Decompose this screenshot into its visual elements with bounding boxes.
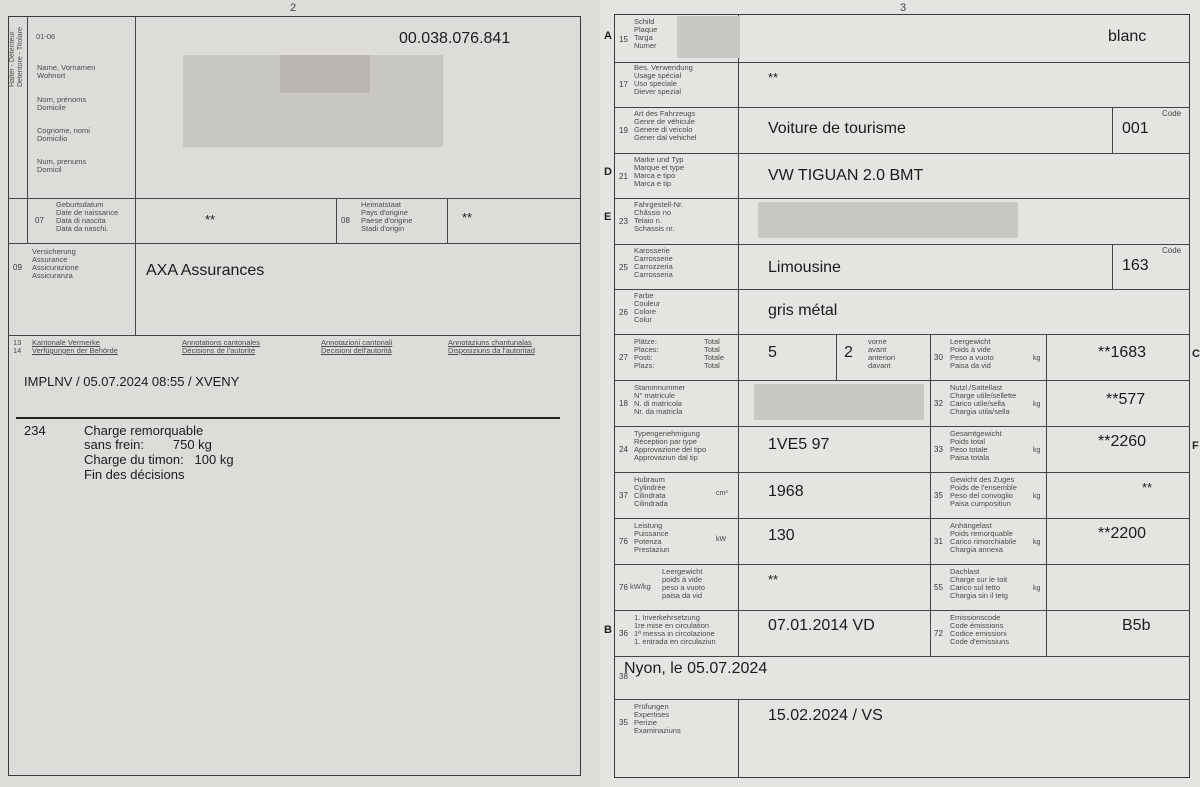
row-30-unit: kg bbox=[1033, 355, 1041, 362]
displacement-value: 1968 bbox=[768, 483, 804, 500]
plate-color: blanc bbox=[1108, 28, 1147, 45]
row-24-number: 24 bbox=[619, 445, 628, 454]
row-38-number: 38 bbox=[619, 672, 628, 681]
row-21-label: Marke und Typ Marque et type Marca e tipo Marca e tip bbox=[634, 155, 685, 188]
code-234: 234 bbox=[24, 423, 46, 438]
train-weight-value: ** bbox=[1142, 480, 1153, 495]
row-76-number: 76 bbox=[619, 537, 628, 546]
decisions-header-it: Annotazioni cantonali Decisioni dell'autorità bbox=[321, 338, 393, 355]
row-23-number: 23 bbox=[619, 217, 628, 226]
birth-number: 07 bbox=[35, 216, 44, 225]
row-18-label: Stammnummer N° matricule N. di matricola Nr. da matricla bbox=[634, 383, 686, 416]
birth-value: ** bbox=[205, 212, 216, 227]
origin-number: 08 bbox=[341, 216, 350, 225]
remark-line-3: Charge du timon: 100 kg bbox=[84, 452, 234, 467]
row-27-number: 27 bbox=[619, 353, 628, 362]
row-35-number: 35 bbox=[934, 491, 943, 500]
row-55-unit: kg bbox=[1033, 585, 1041, 592]
redacted-holder-name-shade bbox=[280, 55, 370, 93]
row-36-number: 36 bbox=[619, 629, 628, 638]
row-32-number: 32 bbox=[934, 399, 943, 408]
holder-label-it: Cognome, nomi Domicilio bbox=[37, 126, 90, 143]
row-25-number: 25 bbox=[619, 263, 628, 272]
row-37-label: Hubraum Cylindrée Cilindrata Cilindrada bbox=[634, 475, 668, 508]
special-use-value: ** bbox=[768, 70, 779, 85]
row-31-unit: kg bbox=[1033, 539, 1041, 546]
row-27-label: Plätze: Places: Posti: Plazs: bbox=[634, 337, 659, 370]
row-19-label: Art des Fahrzeugs Genre de véhicule Genere di veicolo Gener dal vehichel bbox=[634, 109, 697, 142]
payload-value: **577 bbox=[1106, 391, 1146, 408]
row-31-label: Anhängelast Poids remorquable Carico rimorchiabile Chargia annexa bbox=[950, 521, 1017, 554]
body-type-code: 163 bbox=[1122, 257, 1149, 274]
page-number: 2 bbox=[290, 2, 297, 14]
seats-total-value: 5 bbox=[768, 344, 777, 361]
power-value: 130 bbox=[768, 527, 795, 544]
margin-letter-f: F bbox=[1192, 440, 1199, 452]
row-33-unit: kg bbox=[1033, 447, 1041, 454]
row-31-number: 31 bbox=[934, 537, 943, 546]
margin-letter-a: A bbox=[604, 30, 612, 42]
place-date-value: Nyon, le 05.07.2024 bbox=[624, 660, 768, 677]
row-37-number: 37 bbox=[619, 491, 628, 500]
type-approval-value: 1VE5 97 bbox=[768, 436, 830, 453]
row-17-number: 17 bbox=[619, 80, 628, 89]
row-26-label: Farbe Couleur Colore Colur bbox=[634, 291, 661, 324]
registration-number: 00.038.076.841 bbox=[399, 30, 511, 47]
inspection-number: 35 bbox=[619, 718, 628, 727]
row-18-number: 18 bbox=[619, 399, 628, 408]
emission-code-value: B5b bbox=[1122, 617, 1151, 634]
total-weight-value: **2260 bbox=[1098, 433, 1147, 450]
row-72-label: Emissionscode Code émissions Codice emissioni Code d'emissiuns bbox=[950, 613, 1009, 646]
row-15-label: Schild Plaque Targa Numer bbox=[634, 17, 658, 50]
body-type-code-label: Code bbox=[1162, 246, 1182, 255]
row-26-number: 26 bbox=[619, 308, 628, 317]
row-76b-sublabel: Leergewicht poids à vide peso a vuoto paisa da vid bbox=[662, 567, 705, 600]
row-35-label: Gewicht des Zuges Poids de l'ensemble Peso del convoglio Paisa cumpositiun bbox=[950, 475, 1017, 508]
row-30-number: 30 bbox=[934, 353, 943, 362]
row-27-unit: Total Total Totale Total bbox=[704, 337, 725, 370]
row-76-unit: kW bbox=[716, 536, 727, 543]
first-registration-value: 07.01.2014 VD bbox=[768, 617, 875, 634]
seats-front-label: vorne avant anteriori davant bbox=[868, 337, 896, 370]
decisions-numbers: 13 14 bbox=[13, 338, 22, 355]
body-type-value: Limousine bbox=[768, 259, 841, 276]
empty-weight-value: **1683 bbox=[1098, 344, 1147, 361]
row-25-label: Karosserie Carrosserie Carrozzeria Carrosseria bbox=[634, 246, 673, 279]
row-17-label: Bes. Verwendung Usage spécial Uso speciale Diever spezial bbox=[634, 63, 693, 96]
remark-line-2: sans frein: 750 kg bbox=[84, 437, 212, 452]
vehicle-type-code-label: Code bbox=[1162, 109, 1182, 118]
towing-weight-value: **2200 bbox=[1098, 525, 1147, 542]
make-model-value: VW TIGUAN 2.0 BMT bbox=[768, 167, 924, 184]
insurance-label: Versicherung Assurance Assicurazione Assicuranza bbox=[32, 247, 79, 280]
row-23-label: Fahrgestell-Nr. Châssis no Telaio n. Schassis nr. bbox=[634, 200, 684, 233]
row-72-number: 72 bbox=[934, 629, 943, 638]
row-33-number: 33 bbox=[934, 445, 943, 454]
holder-label-de: Name, Vornamen Wohnort bbox=[37, 63, 96, 80]
margin-letter-c: C bbox=[1192, 348, 1200, 360]
remark-line-1: Charge remorquable bbox=[84, 423, 204, 438]
row-21-number: 21 bbox=[619, 172, 628, 181]
holder-label-fr: Nom, prénoms Domicile bbox=[37, 95, 87, 112]
right-page bbox=[600, 0, 1200, 787]
birth-label: Geburtsdatum Date de naissance Data di nascita Data da naschi. bbox=[56, 200, 119, 233]
row-76-label: Leistung Puissance Potenza Prestaziun bbox=[634, 521, 670, 554]
seats-front-value: 2 bbox=[844, 344, 853, 361]
color-value: gris métal bbox=[768, 302, 838, 319]
row-35-unit: kg bbox=[1033, 493, 1041, 500]
row-24-label: Typengenehmigung Réception par type Approvazione del tipo Approvaziun dal tip bbox=[634, 429, 707, 462]
row-15-number: 15 bbox=[619, 35, 628, 44]
row-19-number: 19 bbox=[619, 126, 628, 135]
inspection-value: 15.02.2024 / VS bbox=[768, 707, 883, 724]
row-76b-number: 76 bbox=[619, 583, 628, 592]
decisions-header-rm: Annotaziuns chantunalas Disposiziuns da l'autoritad bbox=[448, 338, 535, 355]
row-55-number: 55 bbox=[934, 583, 943, 592]
margin-letter-d: D bbox=[604, 166, 612, 178]
entry-line: IMPLNV / 05.07.2024 08:55 / XVENY bbox=[24, 374, 240, 389]
insurance-value: AXA Assurances bbox=[146, 262, 265, 279]
margin-letter-e: E bbox=[604, 211, 612, 223]
row-55-label: Dachlast Charge sur le toit Carico sul tetto Chargia sin il tetg bbox=[950, 567, 1008, 600]
left-page bbox=[0, 0, 595, 787]
row-33-label: Gesamtgewicht Poids total Peso totale Paisa totala bbox=[950, 429, 1002, 462]
row-32-label: Nutzl./Sattellast Charge utile/sellette Carico utile/sella Chargia utila/sella bbox=[950, 383, 1017, 416]
page-number: 3 bbox=[900, 2, 907, 14]
redacted-chassis-number bbox=[758, 202, 1018, 238]
holder-label-range: 01-06 bbox=[36, 32, 56, 41]
origin-value: ** bbox=[462, 210, 473, 225]
margin-letter-b: B bbox=[604, 624, 612, 636]
inspection-label: Prüfungen Expertises Perizie Examinaziuns bbox=[634, 702, 681, 735]
holder-side-label: Halter - Détenteur Detentore - Titolare bbox=[9, 27, 24, 87]
vehicle-type-value: Voiture de tourisme bbox=[768, 120, 906, 137]
row-30-label: Leergewicht Poids à vide Peso a vuoto Paisa da vid bbox=[950, 337, 994, 370]
row-36-label: 1. Inverkehrsetzung 1re mise en circulation 1ª messa in circolazione 1. entrada en circulaziun bbox=[634, 613, 716, 646]
origin-label: Heimatstaat Pays d'origine Paese d'origine Stadi d'origin bbox=[361, 200, 413, 233]
holder-label-rm: Num, prenums Domicil bbox=[37, 157, 87, 174]
row-76b-label: kW/kg bbox=[630, 582, 651, 591]
remark-line-4: Fin des décisions bbox=[84, 467, 185, 482]
insurance-number: 09 bbox=[13, 263, 22, 272]
decisions-header-de: Kantonale Vermerke Verfügungen der Behörde bbox=[32, 338, 118, 355]
power-weight-value: ** bbox=[768, 572, 779, 587]
vehicle-type-code: 001 bbox=[1122, 120, 1149, 137]
decisions-header-fr: Annotations cantonales Décisions de l'autorité bbox=[182, 338, 260, 355]
redacted-plate bbox=[677, 16, 740, 58]
redacted-matricule bbox=[754, 384, 924, 420]
row-37-unit: cm³ bbox=[716, 490, 728, 497]
row-32-unit: kg bbox=[1033, 401, 1041, 408]
